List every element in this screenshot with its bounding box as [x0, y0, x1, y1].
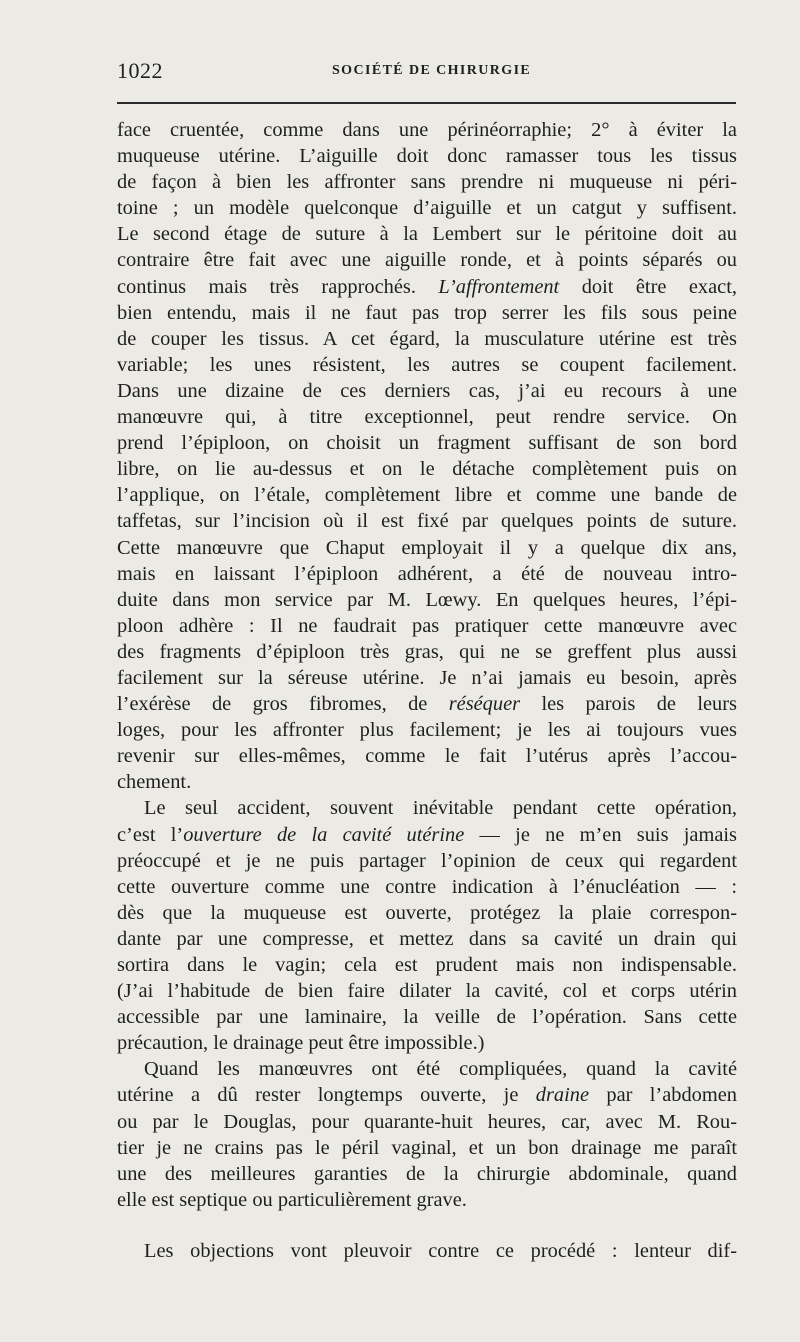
text-line: une des meilleures garanties de la chirurgie abdominale, quand [117, 1162, 737, 1185]
text-segment: — je ne m’en suis jamais [479, 823, 737, 846]
text-line: (J’ai l’habitude de bien faire dilater la cavité, col et corps utérin [117, 980, 737, 1003]
text-segment: par l’abdomen [606, 1084, 737, 1107]
text-line: Les objections vont pleuvoir contre ce procédé : lenteur dif- [144, 1239, 737, 1262]
text-line: sortira dans le vagin; cela est prudent mais non indispensable. [117, 954, 737, 976]
text-line [117, 1082, 737, 1108]
text-line: revenir sur elles-mêmes, comme le fait l’utérus après l’accou- [117, 745, 737, 768]
page-number: 1022 [117, 58, 163, 83]
text-line: duite dans mon service par M. Lœwy. En quelques heures, l’épi- [117, 588, 737, 611]
text-line [117, 822, 737, 848]
text-line: dante par une compresse, et mettez dans sa cavité un drain qui [117, 927, 737, 950]
text-line: Le seul accident, souvent inévitable pendant cette opération, [144, 797, 737, 820]
text-line: loges, pour les affronter plus facilement; je les ai toujours vues [117, 719, 737, 742]
text-line: face cruentée, comme dans une périnéorraphie; 2° à éviter la [117, 119, 737, 141]
text-line: Cette manœuvre que Chaput employait il y a quelque dix ans, [117, 536, 737, 559]
text-line: manœuvre qui, à titre exceptionnel, peut rendre service. On [117, 406, 737, 429]
text-line: de couper les tissus. A cet égard, la musculature utérine est très [117, 327, 737, 350]
body-text [117, 117, 737, 1264]
text-line: de façon à bien les affronter sans prendre ni muqueuse ni péri- [117, 171, 737, 194]
text-line: bien entendu, mais il ne faut pas trop serrer les fils sous peine [117, 301, 737, 324]
text-line: Quand les manœuvres ont été compliquées, quand la cavité [144, 1058, 737, 1081]
text-line: précaution, le drainage peut être impossible.) [117, 1032, 485, 1055]
text-line: contraire être fait avec une aiguille ronde, et à points séparés ou [117, 249, 737, 272]
text-line: prend l’épiploon, on choisit un fragment suffisant de son bord [117, 432, 737, 455]
running-title: SOCIÉTÉ DE CHIRURGIE [332, 63, 532, 78]
text-line: des fragments d’épiploon très gras, qui ne se greffent plus aussi [117, 640, 737, 663]
text-line: accessible par une laminaire, la veille de l’opération. Sans cette [117, 1006, 737, 1029]
text-line: facilement sur la séreuse utérine. Je n’ai jamais eu besoin, après [117, 666, 737, 689]
text-line: ou par le Douglas, pour quarante-huit heures, car, avec M. Rou- [117, 1110, 737, 1133]
emphasis-text: L’affrontement [438, 275, 560, 298]
page-header [117, 58, 737, 90]
text-line: muqueuse utérine. L’aiguille doit donc ramasser tous les tissus [117, 145, 737, 168]
text-line: ploon adhère : Il ne faudrait pas pratiquer cette manœuvre avec [117, 614, 737, 637]
text-segment: c’est l’ [117, 823, 184, 846]
text-segment: utérine a dû rester longtemps ouverte, je [117, 1084, 519, 1107]
text-segment: l’exérèse de gros fibromes, de [117, 693, 428, 716]
text-line: Dans une dizaine de ces derniers cas, j’ai eu recours à une [117, 379, 737, 402]
text-line: Le second étage de suture à la Lembert sur le péritoine doit au [117, 223, 737, 246]
text-line: mais en laissant l’épiploon adhérent, a été de nouveau intro- [117, 562, 737, 585]
text-line [117, 691, 737, 717]
text-segment: continus mais très rapprochés. [117, 275, 416, 298]
text-segment: doit être exact, [581, 275, 737, 298]
text-line: elle est septique ou particulièrement grave. [117, 1188, 467, 1211]
text-line: l’applique, on l’étale, complètement libre et comme une bande de [117, 484, 737, 507]
text-line: variable; les unes résistent, les autres se coupent facilement. [117, 353, 737, 376]
text-line: toine ; un modèle quelconque d’aiguille et un catgut y suffisent. [117, 197, 737, 220]
text-line: chement. [117, 771, 192, 794]
text-line: tier je ne crains pas le péril vaginal, et un bon drainage me paraît [117, 1136, 737, 1159]
emphasis-text: réséquer [448, 693, 521, 716]
text-segment: les parois de leurs [541, 693, 737, 716]
text-line: dès que la muqueuse est ouverte, protégez la plaie correspon- [117, 901, 737, 924]
text-line: taffetas, sur l’incision où il est fixé par quelques points de suture. [117, 510, 737, 533]
header-rule [117, 102, 736, 104]
emphasis-text: ouverture de la cavité utérine [183, 823, 465, 846]
paragraph-gap [117, 1213, 737, 1238]
text-line: préoccupé et je ne puis partager l’opinion de ceux qui regardent [117, 849, 737, 872]
text-line: cette ouverture comme une contre indication à l’énucléation — : [117, 875, 737, 898]
text-line [117, 274, 737, 300]
text-line: libre, on lie au-dessus et on le détache complètement puis on [117, 458, 737, 481]
emphasis-text: draine [535, 1084, 590, 1107]
